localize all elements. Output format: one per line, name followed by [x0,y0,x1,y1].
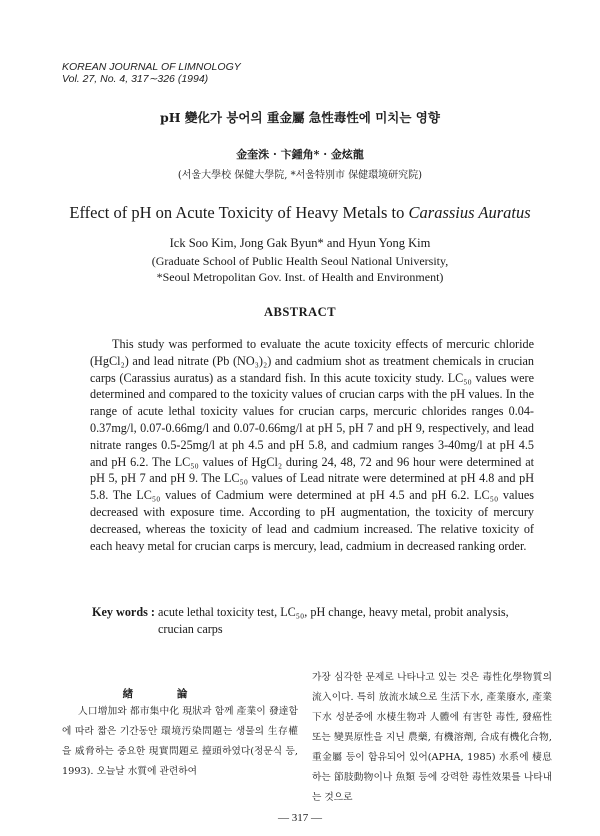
introduction-heading: 緖 論 [122,688,208,700]
keywords-line-2: crucian carps [158,622,223,636]
korean-authors: 金奎洙 · 卞鍾角* · 金炫龍 [236,148,364,161]
keywords-label: Key words : [92,605,155,619]
korean-title: pH 變化가 붕어의 重金屬 急性毒性에 미치는 영향 [160,110,440,125]
journal-name: KOREAN JOURNAL OF LIMNOLOGY [62,61,241,73]
journal-volume: Vol. 27, No. 4, 317∼326 (1994) [62,73,209,85]
english-authors: Ick Soo Kim, Jong Gak Byun* and Hyun Yong Kim [169,236,431,250]
english-title [0,203,600,223]
english-title-main: Effect of pH on Acute Toxicity of Heavy Metals to [69,203,409,222]
abstract-body: This study was performed to evaluate the acute toxicity effects of mercuric chloride (HgCl₂) and lead nitrate (Pb (NO₃)₂) and cadmium shot as treatment chemicals in crucian carps (Carassius auratus) as a standard fish. In this acute toxicity study. LC₅₀ values were determined and compared to the toxicity values of crucian carps with the pH values. In the range of acute lethal toxicity values for crucian carps, mercuric chlorides ranges 0.04-0.37mg/l, 0.07-0.66mg/l and 0.07-0.66mg/l at pH 5, pH 7 and pH 9, respectively, and lead nitrate ranges 0.5-25mg/l at ph 4.5 and pH 5.8, and cadmium ranges 3-40mg/l at pH 4.5 and pH 6.2. The LC₅₀ values of HgCl₂ during 24, 48, 72 and 96 hour were determined at pH 5, pH 7 and pH 9. The LC₅₀ values of Lead nitrate were determined at pH 4.8 and pH 5.8. The LC₅₀ values of Cadmium were determined at pH 4.5 and pH 6.2. LC₅₀ values decreased with exposure time. According to pH augmentation, the toxicity of mercury decreased, whereas the toxicity of lead and cadmium increased. The relative toxicity of each heavy metal for crucian carps is mercury, lead, cadmium in decreased ranking order. [90,337,534,553]
keywords [92,604,537,638]
english-affiliation-line-1: (Graduate School of Public Health Seoul National University, [151,254,449,268]
korean-affiliation: (서울大學校 保健大學院, *서울特別市 保健環境研究院) [177,170,423,181]
keywords-line-1: acute lethal toxicity test, LC₅₀, pH change, heavy metal, probit analysis, [158,605,509,619]
english-affiliation-line-2: *Seoul Metropolitan Gov. Inst. of Health and Environment) [156,270,444,284]
english-title-species: Carassius Auratus [408,203,531,222]
abstract-heading: ABSTRACT [263,305,337,319]
intro-right-column: 가장 심각한 문제로 나타나고 있는 것은 毒性化學物質의 流入이다. 특히 放流水域으로 生活下水, 產業廢水, 產業下水 성분중에 水棲生物과 人體에 有害한 毒性, 發癌性 또는 變異原性을 지닌 農藥, 有機溶劑, 合成有機化合物, 重金屬 등이 함유되어 있어(APHA, 1985) 水系에 棲息하는 節肢動物이나 魚類 등에 강력한 毒性效果를 나타내는 것으로 [312,672,552,803]
page-number: — 317 — [278,812,322,824]
journal-header [62,61,241,85]
intro-left-column: 人口增加와 都市集中化 現狀과 함께 產業이 發達함에 따라 짧은 기간동안 環境汚染問題는 생물의 生存權을 威脅하는 중요한 現實問題로 擡頭하였다(정문식 등, 1993). 오늘날 水質에 관련하여 [62,706,298,777]
